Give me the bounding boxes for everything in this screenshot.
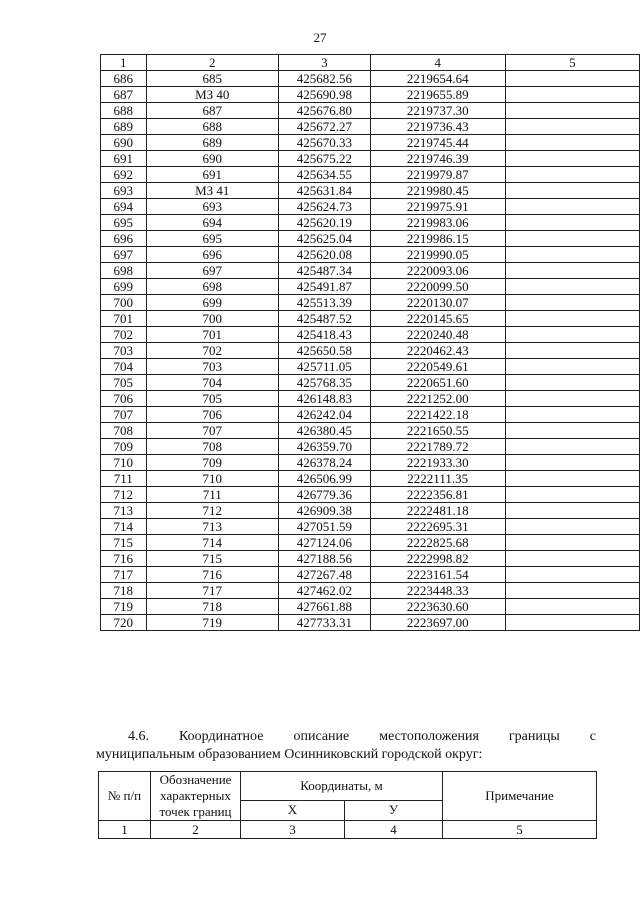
table-cell: 426359.70: [279, 439, 371, 455]
table-row: [101, 503, 640, 519]
table-cell: 719: [101, 599, 147, 615]
header-number-label: 5: [443, 821, 597, 839]
table-cell: 2221789.72: [370, 439, 505, 455]
table-cell: 709: [146, 455, 279, 471]
table-cell: 2219746.39: [370, 151, 505, 167]
table-cell: [505, 583, 639, 599]
table-cell: 2220145.65: [370, 311, 505, 327]
table-cell: [505, 151, 639, 167]
header-number-cell: № п/п: [99, 772, 151, 821]
table-cell: 2222695.31: [370, 519, 505, 535]
table-cell: [505, 487, 639, 503]
table-cell: 708: [146, 439, 279, 455]
table-cell: 427124.06: [279, 535, 371, 551]
table-cell: 717: [146, 583, 279, 599]
table-cell: 2223630.60: [370, 599, 505, 615]
table-row: [101, 183, 640, 199]
header-coordinates-cell: Координаты, м: [241, 772, 443, 801]
table-cell: 425768.35: [279, 375, 371, 391]
table-cell: 426380.45: [279, 423, 371, 439]
table-cell: 704: [101, 359, 147, 375]
section-word: с: [589, 729, 596, 744]
table-cell: 705: [101, 375, 147, 391]
table-cell: 688: [101, 103, 147, 119]
table-row: [101, 311, 640, 327]
section-word: 4.6.: [128, 729, 149, 744]
table-cell: 710: [101, 455, 147, 471]
table-cell: 718: [101, 583, 147, 599]
table-cell: 699: [101, 279, 147, 295]
table-cell: [505, 599, 639, 615]
table-row: [101, 407, 640, 423]
table-cell: 719: [146, 615, 279, 631]
table-cell: 690: [101, 135, 147, 151]
table-cell: 2222481.18: [370, 503, 505, 519]
table-cell: [505, 199, 639, 215]
table-row: [101, 231, 640, 247]
table-cell: 704: [146, 375, 279, 391]
table-cell: 2222111.35: [370, 471, 505, 487]
table-row: [101, 423, 640, 439]
table-cell: [505, 119, 639, 135]
table-cell: 693: [101, 183, 147, 199]
table-cell: 714: [101, 519, 147, 535]
table-cell: 425487.52: [279, 311, 371, 327]
header-number-label: 2: [151, 821, 241, 839]
table-cell: 2221933.30: [370, 455, 505, 471]
table-cell: 2223448.33: [370, 583, 505, 599]
table-row: [101, 135, 640, 151]
table-cell: 2220549.61: [370, 359, 505, 375]
table-cell: 2221650.55: [370, 423, 505, 439]
section-word: границы: [508, 729, 560, 744]
table-cell: [505, 135, 639, 151]
table-row: [101, 151, 640, 167]
table-cell: 426506.99: [279, 471, 371, 487]
table-cell: 696: [101, 231, 147, 247]
table-cell: 698: [101, 263, 147, 279]
table-cell: 688: [146, 119, 279, 135]
section-heading-continuation: муниципальным образованием Осинниковский городской округ:: [96, 747, 483, 762]
table-cell: 715: [101, 535, 147, 551]
table-cell: 425620.19: [279, 215, 371, 231]
table-cell: 2223161.54: [370, 567, 505, 583]
table-cell: 701: [146, 327, 279, 343]
table-row: [101, 439, 640, 455]
table-cell: 711: [146, 487, 279, 503]
table-cell: [505, 279, 639, 295]
table-cell: 712: [146, 503, 279, 519]
table-cell: 712: [101, 487, 147, 503]
table-row: [101, 119, 640, 135]
table-cell: 425620.08: [279, 247, 371, 263]
table-cell: 425491.87: [279, 279, 371, 295]
table-cell: 426148.83: [279, 391, 371, 407]
table-cell: 425625.04: [279, 231, 371, 247]
table-cell: [505, 71, 639, 87]
table-cell: 690: [146, 151, 279, 167]
table-cell: 426909.38: [279, 503, 371, 519]
column-number: 5: [505, 55, 639, 71]
table-cell: 427188.56: [279, 551, 371, 567]
table-cell: 713: [101, 503, 147, 519]
table-cell: 715: [146, 551, 279, 567]
table-cell: 2221422.18: [370, 407, 505, 423]
table-cell: 710: [146, 471, 279, 487]
column-number: 2: [146, 55, 279, 71]
table-row: [101, 391, 640, 407]
table-cell: 2220240.48: [370, 327, 505, 343]
table-cell: [505, 231, 639, 247]
table-cell: 705: [146, 391, 279, 407]
table-cell: [505, 391, 639, 407]
table-cell: 2219980.45: [370, 183, 505, 199]
table-cell: 685: [146, 71, 279, 87]
table-cell: 427733.31: [279, 615, 371, 631]
table-cell: 707: [146, 423, 279, 439]
table-cell: 425487.34: [279, 263, 371, 279]
table-cell: МЗ 40: [146, 87, 279, 103]
table-cell: 717: [101, 567, 147, 583]
table-cell: 691: [101, 151, 147, 167]
table-row: [101, 247, 640, 263]
table-cell: 706: [146, 407, 279, 423]
table-cell: 693: [146, 199, 279, 215]
table-cell: 2219745.44: [370, 135, 505, 151]
table-cell: 703: [101, 343, 147, 359]
table-cell: [505, 551, 639, 567]
table-row: [101, 279, 640, 295]
table-cell: 701: [101, 311, 147, 327]
next-table-header: [98, 771, 597, 839]
table-cell: 2219655.89: [370, 87, 505, 103]
table-cell: [505, 311, 639, 327]
table-cell: 707: [101, 407, 147, 423]
table-cell: 699: [146, 295, 279, 311]
table-cell: 703: [146, 359, 279, 375]
table-cell: [505, 295, 639, 311]
table-cell: 720: [101, 615, 147, 631]
table-cell: [505, 455, 639, 471]
table-row: [101, 375, 640, 391]
table-row: [101, 535, 640, 551]
table-cell: 425418.43: [279, 327, 371, 343]
table-cell: 711: [101, 471, 147, 487]
table-cell: [505, 471, 639, 487]
table-cell: [505, 103, 639, 119]
table-cell: 427462.02: [279, 583, 371, 599]
table-cell: [505, 503, 639, 519]
table-row: [101, 455, 640, 471]
table-cell: 689: [146, 135, 279, 151]
table-cell: 700: [146, 311, 279, 327]
header-number-label: 1: [99, 821, 151, 839]
table-cell: [505, 215, 639, 231]
section-word: описание: [293, 729, 350, 744]
table-cell: [505, 359, 639, 375]
table-cell: [505, 183, 639, 199]
table-cell: 2222998.82: [370, 551, 505, 567]
table-cell: 2219990.05: [370, 247, 505, 263]
table-cell: [505, 263, 639, 279]
table-row: [101, 71, 640, 87]
table-cell: 425624.73: [279, 199, 371, 215]
table-cell: [505, 407, 639, 423]
table-cell: 709: [101, 439, 147, 455]
table-row: [101, 295, 640, 311]
table-cell: 713: [146, 519, 279, 535]
table-row: [101, 103, 640, 119]
table-cell: 2220130.07: [370, 295, 505, 311]
table-cell: 425631.84: [279, 183, 371, 199]
table-cell: 695: [146, 231, 279, 247]
table-cell: 425676.80: [279, 103, 371, 119]
table-cell: 2219986.15: [370, 231, 505, 247]
table-row: [101, 471, 640, 487]
table-row: [101, 599, 640, 615]
table-row: [101, 615, 640, 631]
table-row: [101, 87, 640, 103]
table-cell: [505, 247, 639, 263]
table-cell: 687: [146, 103, 279, 119]
table-cell: 696: [146, 247, 279, 263]
table-cell: [505, 343, 639, 359]
table-cell: [505, 423, 639, 439]
column-number: 4: [370, 55, 505, 71]
table-row: [101, 215, 640, 231]
table-cell: 694: [101, 199, 147, 215]
table-row: [101, 551, 640, 567]
table-cell: [505, 615, 639, 631]
table-row: [101, 263, 640, 279]
table-cell: 427661.88: [279, 599, 371, 615]
table-cell: 2220651.60: [370, 375, 505, 391]
table-cell: 692: [101, 167, 147, 183]
table-row: [101, 487, 640, 503]
table-cell: 708: [101, 423, 147, 439]
table-cell: [505, 567, 639, 583]
table-row: [101, 199, 640, 215]
table-cell: 718: [146, 599, 279, 615]
table-cell: [505, 87, 639, 103]
table-cell: 425711.05: [279, 359, 371, 375]
header-designation-cell: Обозначение характерных точек границ: [151, 772, 241, 821]
table-cell: 2222825.68: [370, 535, 505, 551]
table-cell: 2219737.30: [370, 103, 505, 119]
table-cell: 2220093.06: [370, 263, 505, 279]
table-cell: 702: [101, 327, 147, 343]
table-cell: 425634.55: [279, 167, 371, 183]
table-cell: 694: [146, 215, 279, 231]
table-cell: [505, 327, 639, 343]
table-cell: 427267.48: [279, 567, 371, 583]
table-cell: 2219654.64: [370, 71, 505, 87]
table-cell: 2222356.81: [370, 487, 505, 503]
header-x-cell: Х: [241, 800, 345, 820]
table-row: [101, 519, 640, 535]
table-cell: [505, 375, 639, 391]
table-column-numbers-row: [101, 55, 640, 71]
table-cell: 716: [101, 551, 147, 567]
table-row: [101, 359, 640, 375]
table-cell: 687: [101, 87, 147, 103]
header-y-cell: У: [345, 800, 443, 820]
table-cell: 425675.22: [279, 151, 371, 167]
table-cell: 697: [101, 247, 147, 263]
table-cell: 426779.36: [279, 487, 371, 503]
table-row: [101, 343, 640, 359]
table-cell: 686: [101, 71, 147, 87]
column-number: 1: [101, 55, 147, 71]
table-cell: 427051.59: [279, 519, 371, 535]
table-cell: 425670.33: [279, 135, 371, 151]
table-cell: [505, 167, 639, 183]
table-cell: 2220462.43: [370, 343, 505, 359]
table-body: [101, 71, 640, 631]
table-row: [101, 167, 640, 183]
table-cell: 700: [101, 295, 147, 311]
table-cell: 697: [146, 263, 279, 279]
header-note-cell: Примечание: [443, 772, 597, 821]
table-cell: [505, 519, 639, 535]
table-cell: 425682.56: [279, 71, 371, 87]
table-cell: 714: [146, 535, 279, 551]
table-cell: МЗ 41: [146, 183, 279, 199]
column-number: 3: [279, 55, 371, 71]
table-cell: 2219736.43: [370, 119, 505, 135]
section-word: Координатное: [179, 729, 264, 744]
table-cell: 425690.98: [279, 87, 371, 103]
table-cell: 2219979.87: [370, 167, 505, 183]
table-cell: 2219983.06: [370, 215, 505, 231]
table-cell: 689: [101, 119, 147, 135]
table-cell: 698: [146, 279, 279, 295]
section-word: местоположения: [379, 729, 479, 744]
table-cell: 695: [101, 215, 147, 231]
page-number: 27: [313, 30, 327, 45]
header-number-label: 4: [345, 821, 443, 839]
table-cell: 426378.24: [279, 455, 371, 471]
table-cell: 425513.39: [279, 295, 371, 311]
table-cell: 706: [101, 391, 147, 407]
table-cell: 2220099.50: [370, 279, 505, 295]
table-cell: 691: [146, 167, 279, 183]
table-cell: 2219975.91: [370, 199, 505, 215]
table-cell: 425672.27: [279, 119, 371, 135]
table-cell: 425650.58: [279, 343, 371, 359]
table-cell: 2221252.00: [370, 391, 505, 407]
coordinates-table: [100, 54, 640, 631]
table-cell: [505, 535, 639, 551]
header-number-label: 3: [241, 821, 345, 839]
table-row: [101, 583, 640, 599]
table-cell: 716: [146, 567, 279, 583]
section-heading-line: [98, 727, 596, 747]
table-cell: 702: [146, 343, 279, 359]
table-cell: 426242.04: [279, 407, 371, 423]
table-row: [101, 327, 640, 343]
table-cell: [505, 439, 639, 455]
table-cell: 2223697.00: [370, 615, 505, 631]
table-row: [101, 567, 640, 583]
